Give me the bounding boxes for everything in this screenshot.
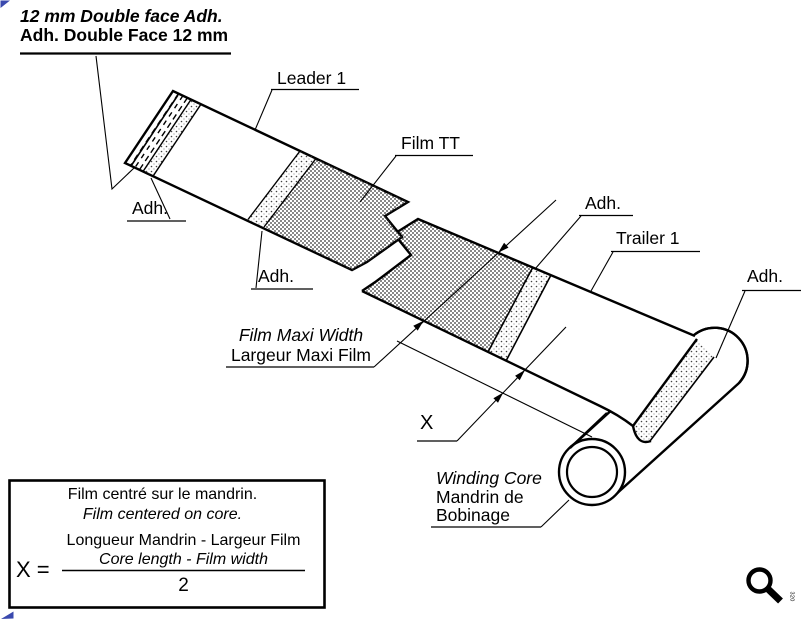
core-end-inner-circle: [567, 447, 617, 497]
label-adh-2: Adh.: [258, 266, 294, 286]
leader-line-leader1: [255, 90, 272, 130]
magnifier-icon[interactable]: [749, 570, 795, 602]
winding-core-fr1: Mandrin de: [436, 486, 524, 507]
formula-note-en: Film centered on core.: [82, 506, 243, 523]
leader-line-trailer1: [591, 252, 613, 291]
label-adh-4: Adh.: [747, 266, 783, 286]
formula-denominator: 2: [178, 575, 189, 596]
label-adh-1: Adh.: [132, 198, 168, 218]
film-maxi-width-fr: Largeur Maxi Film: [230, 345, 372, 365]
label-winding-core: [436, 469, 542, 525]
label-adh-3: Adh.: [585, 193, 621, 213]
label-trailer1: Trailer 1: [616, 228, 680, 248]
label-film-maxi-width: [228, 325, 374, 365]
formula-numerator-en: Core length - Film width: [99, 551, 268, 568]
leader-line-adh-3: [535, 216, 581, 269]
corner-marker-top-left: [1, 1, 11, 9]
label-leader1: Leader 1: [277, 68, 347, 88]
corner-marker-bottom-left: [1, 612, 14, 620]
leader-line-winding-core: [541, 500, 569, 527]
winding-core-fr2: Bobinage: [436, 505, 510, 525]
note-12mm-line-en: 12 mm Double face Adh.: [20, 6, 223, 26]
film-maxi-width-en: Film Maxi Width: [238, 325, 364, 345]
tape-left-half: [125, 91, 408, 270]
label-film-tt: Film TT: [401, 133, 460, 153]
formula-note-fr: Film centré sur le mandrin.: [67, 486, 258, 503]
magnifier-zoom-value: 320: [788, 591, 795, 602]
label-x-dimension: X: [420, 412, 434, 434]
note-12mm-line-fr: Adh. Double Face 12 mm: [20, 25, 229, 45]
note-12mm-double-face: [20, 7, 228, 45]
formula-numerator-fr: Longueur Mandrin - Largeur Film: [66, 532, 301, 549]
winding-core-en: Winding Core: [436, 468, 542, 488]
leader-line-12mm-note: [96, 56, 134, 189]
formula-lhs: X =: [16, 557, 50, 582]
